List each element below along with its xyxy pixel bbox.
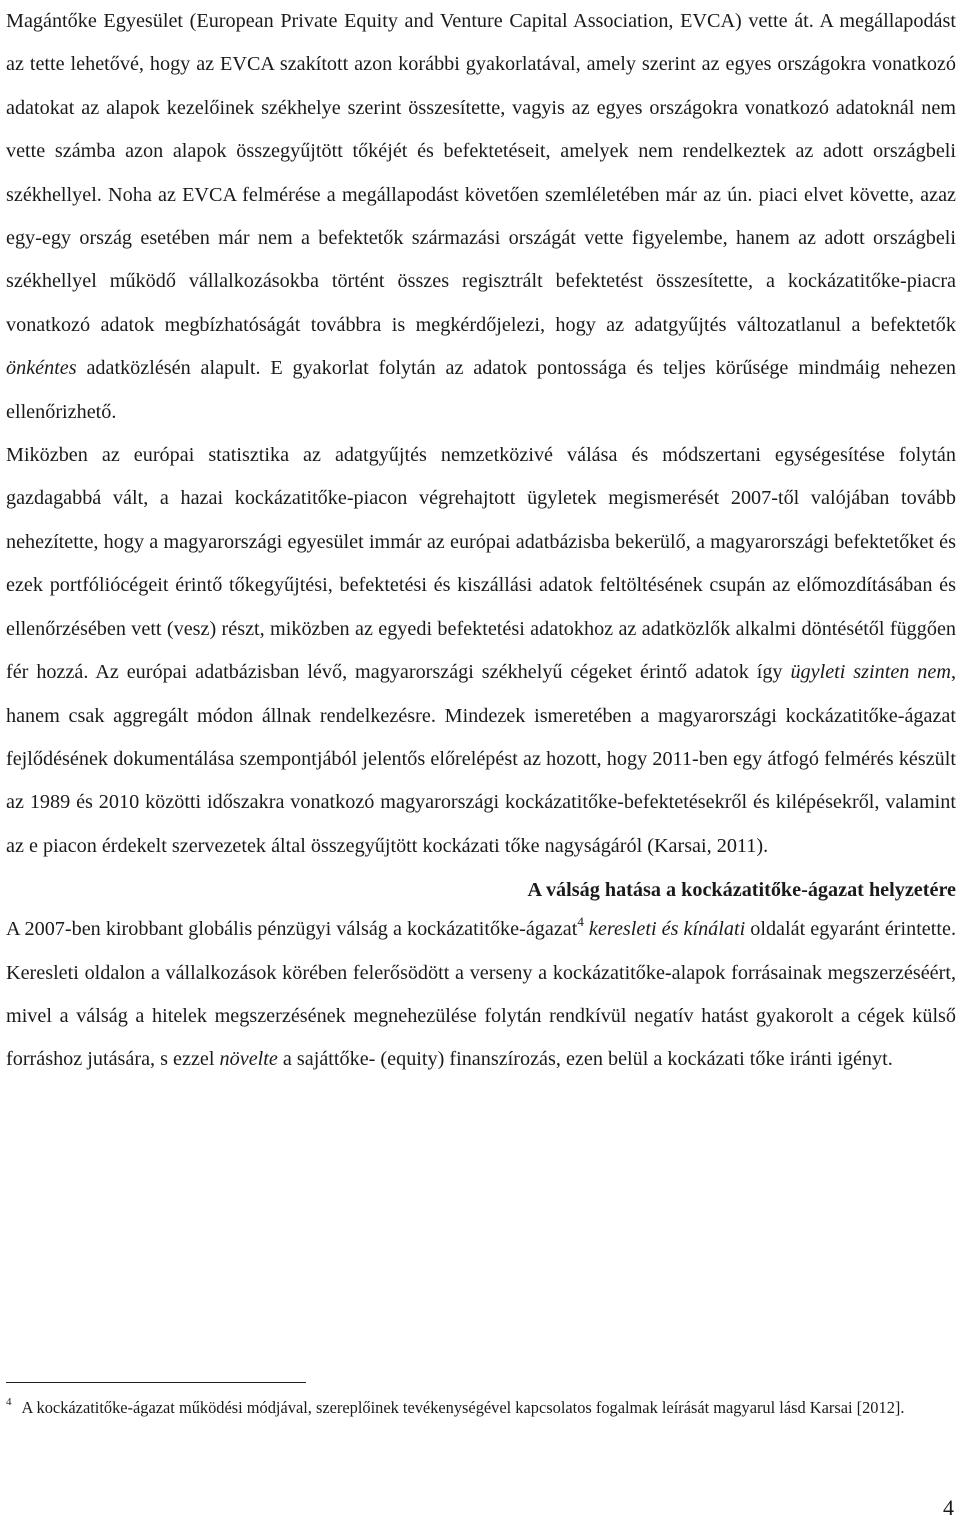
page-number: 4 bbox=[943, 1495, 954, 1520]
italic-emphasis: önkéntes bbox=[6, 357, 77, 380]
paragraph-text: A 2007-ben kirobbant globális pénzügyi válság a kockázatitőke-ágazat bbox=[6, 918, 578, 941]
footnote-number: 4 bbox=[6, 1396, 12, 1408]
section-title: A válság hatása a kockázatitőke-ágazat helyzetére bbox=[527, 879, 956, 902]
paragraph-evca-data bbox=[6, 0, 956, 434]
paragraph-text-end: , hanem csak aggregált módon állnak rendelkezésre. Mindezek ismeretében a magyarországi kockázatitőke-ágazat fejlődésének dokumentálása szempontjából jelentős előrelépést az hozott, hogy 2011-ben egy átfogó felmérés készült az 1989 és 2010 közötti időszakra vonatkozó magyarországi kockázatitőke-befektetésekről és kilépésekről, valamint az e piacon érdekelt szervezetek által összegyűjtött kockázati tőke nagyságáról (Karsai, 2011). bbox=[6, 661, 956, 857]
footnote-separator bbox=[6, 1382, 306, 1383]
paragraph-text: Miközben az európai statisztika az adatgyűjtés nemzetközivé válása és módszertani egységesítése folytán gazdagabbá vált, a hazai kockázatitőke-piacon végrehajtott ügyletek megismerését 2007-től valójában tovább nehezítette, hogy a magyarországi egyesület immár az európai adatbázisba bekerülő, a magyarországi befektetőket és ezek portfóliócégeit érintő tőkegyűjtési, befektetési és kiszállási adatok feltöltésének csupán az előmozdításában és ellenőrzésében vett (vesz) részt, miközben az egyedi befektetési adatokhoz az adatközlők alkalmi döntésétől függően fér hozzá. Az európai adatbázisban lévő, magyarországi székhelyű cégeket érintő adatok így bbox=[6, 444, 956, 684]
footnote-text: A kockázatitőke-ágazat működési módjával, szereplőinek tevékenységével kapcsolatos fogalmak leírását magyarul lásd Karsai [2012]. bbox=[21, 1398, 905, 1417]
footnote-reference[interactable]: 4 bbox=[577, 914, 584, 930]
italic-emphasis: keresleti és kínálati bbox=[583, 918, 746, 941]
paragraph-text-mid: oldalát egyaránt érintette. Keresleti oldalon a vállalkozások körében felerősödött a verseny a kockázatitőke-alapok forrásainak megszerzéséért, mivel a válság a hitelek megszerzésének megnehezülése folytán rendkívül negatív hatást gyakorolt a cégek külső forráshoz jutására, s ezzel bbox=[6, 918, 956, 1071]
paragraph-text: Magántőke Egyesület (European Private Equity and Venture Capital Association, EVCA) vette át. A megállapodást az tette lehetővé, hogy az EVCA szakított azon korábbi gyakorlatával, amely szerint az egyes országokra vonatkozó adatokat az alapok kezelőinek székhelye szerint összesítette, vagyis az egyes országokra vonatkozó adatoknál nem vette számba azon alapok összegyűjtött tőkéjét és befektetéseit, amelyek nem rendelkeztek az adott országbeli székhellyel. Noha az EVCA felmérése a megállapodást követően szemléletében már az ún. piaci elvet követte, azaz egy-egy ország esetében már nem a befektetők származási országát vette figyelembe, hanem az adott országbeli székhellyel működő vállalkozásokba történt összes regisztrált befektetést összesítette, a kockázatitőke-piacra vonatkozó adatok megbízhatóságát továbbra is megkérdőjelezi, hogy az adatgyűjtés változatlanul a befektetők bbox=[6, 10, 956, 336]
italic-emphasis: ügyleti szinten nem bbox=[790, 661, 951, 684]
paragraph-crisis-impact bbox=[6, 908, 956, 1082]
document-page bbox=[6, 0, 956, 1082]
italic-emphasis-2: növelte bbox=[219, 1048, 278, 1071]
paragraph-text-end: a sajáttőke- (equity) finanszírozás, ezen belül a kockázati tőke iránti igényt. bbox=[277, 1048, 893, 1071]
paragraph-text-end: adatközlésén alapult. E gyakorlat folytán az adatok pontossága és teljes körűsége mindmáig nehezen ellenőrizhető. bbox=[6, 357, 956, 423]
footnote bbox=[6, 1390, 956, 1425]
paragraph-european-statistics bbox=[6, 434, 956, 868]
